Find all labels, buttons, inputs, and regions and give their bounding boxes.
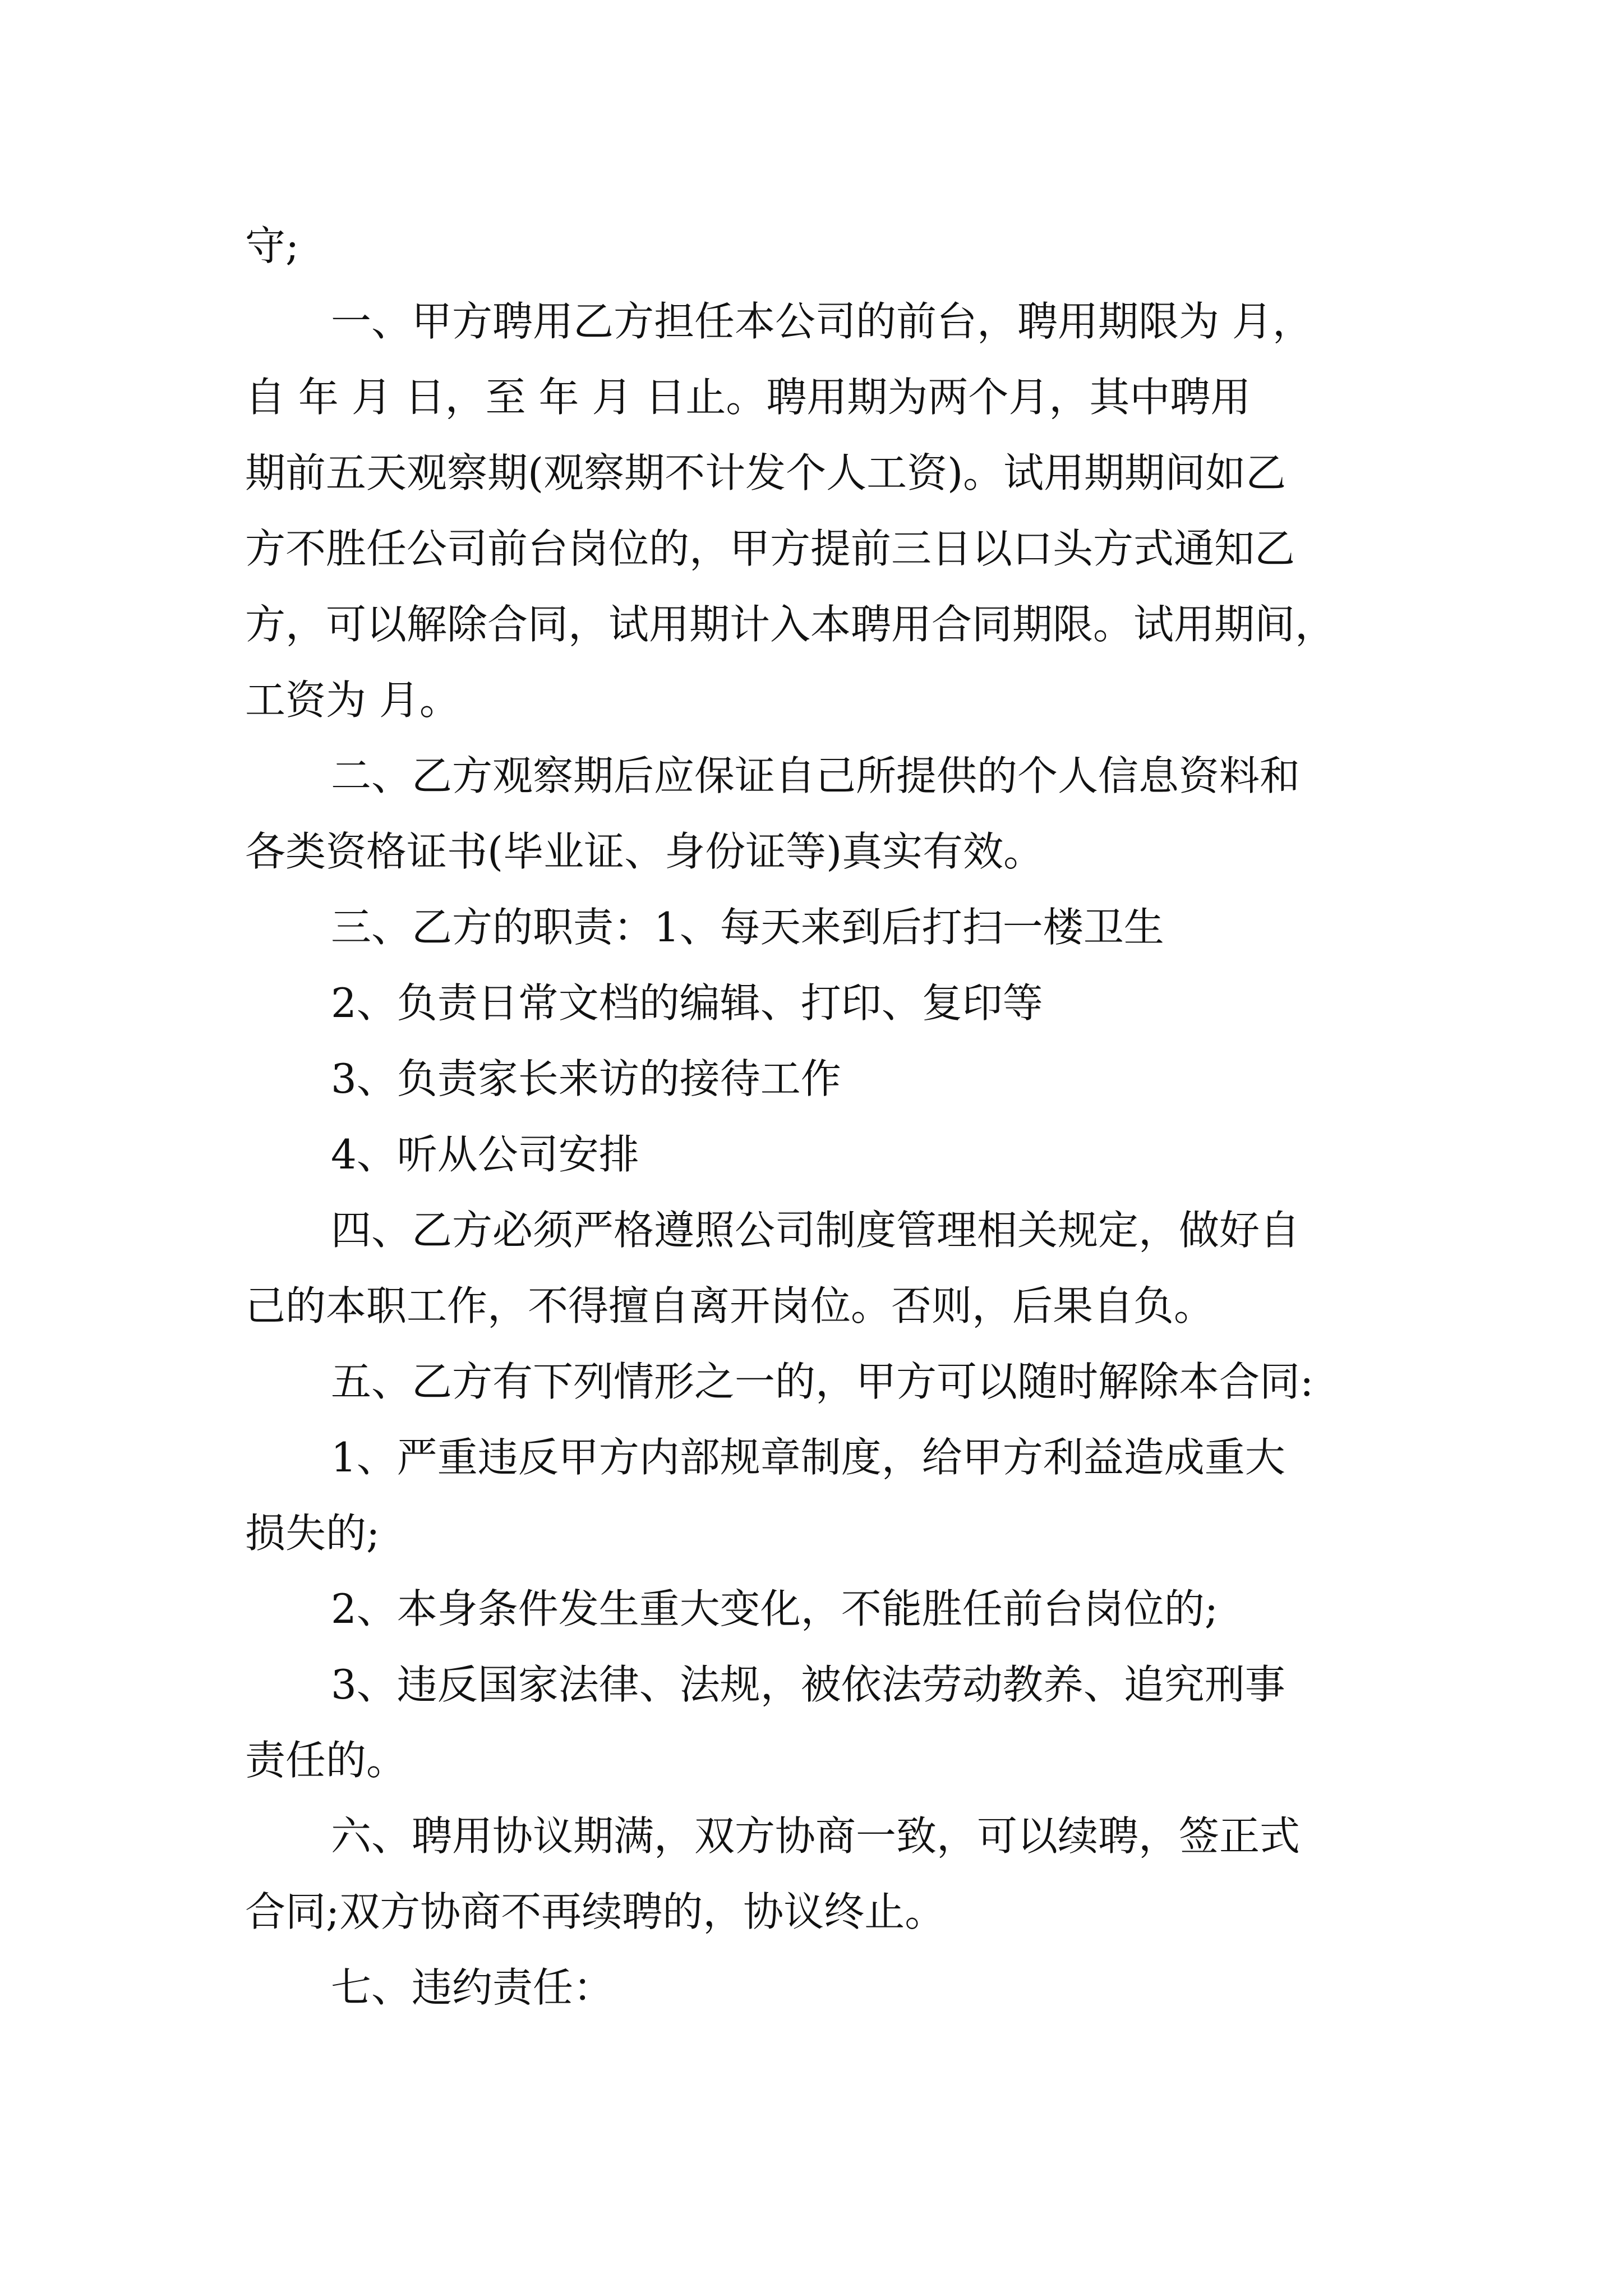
text-line: 合同;双方协商不再续聘的，协议终止。	[245, 1888, 946, 1935]
text-line: 三、乙方的职责：1、每天来到后打扫一楼卫生	[331, 904, 1164, 951]
text-line: 一、甲方聘用乙方担任本公司的前台，聘用期限为 月，	[331, 298, 1313, 345]
text-line: 各类资格证书(毕业证、身份证等)真实有效。	[245, 828, 1044, 875]
text-line: 3、违反国家法律、法规，被依法劳动教养、追究刑事	[331, 1661, 1285, 1708]
text-line: 期前五天观察期(观察期不计发个人工资)。试用期期间如乙	[245, 449, 1287, 496]
text-line: 己的本职工作，不得擅自离开岗位。否则，后果自负。	[245, 1282, 1215, 1329]
text-line: 4、听从公司安排	[331, 1131, 639, 1178]
text-line: 二、乙方观察期后应保证自己所提供的个人信息资料和	[331, 752, 1301, 799]
text-line: 七、违约责任：	[331, 1964, 614, 2011]
text-line: 守;	[245, 222, 299, 269]
text-line: 六、聘用协议期满，双方协商一致，可以续聘，签正式	[331, 1812, 1301, 1860]
text-line: 五、乙方有下列情形之一的，甲方可以随时解除本合同:	[331, 1358, 1314, 1405]
text-line: 自 年 月 日，至 年 月 日止。聘用期为两个月，其中聘用	[245, 374, 1251, 421]
text-line: 工资为 月。	[245, 677, 460, 724]
text-line: 3、负责家长来访的接待工作	[331, 1055, 841, 1102]
text-line: 损失的;	[245, 1510, 380, 1557]
text-line: 方，可以解除合同，试用期计入本聘用合同期限。试用期间，	[245, 601, 1336, 648]
text-line: 方不胜任公司前台岗位的，甲方提前三日以口头方式通知乙	[245, 525, 1295, 572]
text-line: 1、严重违反甲方内部规章制度，给甲方利益造成重大	[331, 1434, 1285, 1481]
text-line: 责任的。	[245, 1737, 407, 1784]
text-line: 2、本身条件发生重大变化，不能胜任前台岗位的;	[331, 1585, 1219, 1632]
text-line: 四、乙方必须严格遵照公司制度管理相关规定，做好自	[331, 1207, 1301, 1254]
text-line: 2、负责日常文档的编辑、打印、复印等	[331, 979, 1043, 1027]
